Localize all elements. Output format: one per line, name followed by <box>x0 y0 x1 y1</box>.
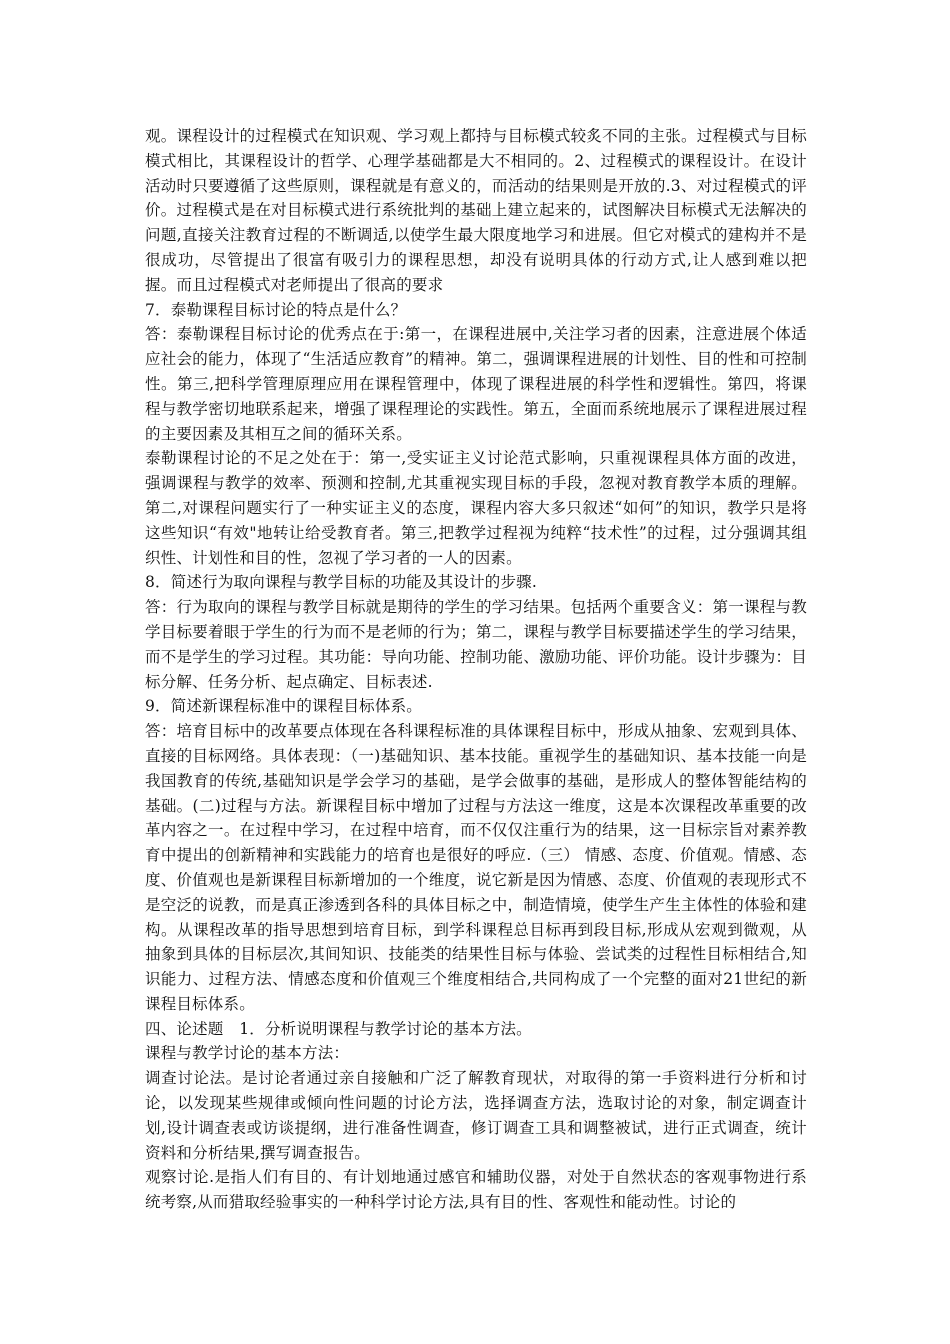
answer-8: 答：行为取向的课程与教学目标就是期待的学生的学习结果。包括两个重要含义：第一课程与教学目标要着眼于学生的行为而不是老师的行为；第二，课程与教学目标要描述学生的学习结果，而不是学生的学习过程。其功能：导向功能、控制功能、激励功能、评价功能。设计步骤为：目标分解、任务分析、起点确定、目标表述. <box>145 598 807 691</box>
section-4-heading: 四、论述题 1．分析说明课程与教学讨论的基本方法。 <box>145 1019 532 1038</box>
answer-9: 答：培育目标中的改革要点体现在各科课程标准的具体课程目标中，形成从抽象、宏观到具体、直接的目标网络。具体表现：（一)基础知识、基本技能。重视学生的基础知识、基本技能一向是我国教育的传统,基础知识是学会学习的基础，是学会做事的基础，是形成人的整体智能结构的基础。(二)过程与方法。新课程目标中增加了过程与方法这一维度，这是本次课程改革重要的改革内容之一。在过程中学习，在过程中培育，而不仅仅注重行为的结果，这一目标宗旨对素养教育中提出的创新精神和实践能力的培育也是很好的呼应.（三） 情感、态度、价值观。情感、态度、价值观也是新课程目标新增加的一个维度，说它新是因为情感、态度、价值观的表现形式不是空泛的说教，而是真正渗透到各科的具体目标之中，制造情境，使学生产生主体性的体验和建构。从课程改革的指导思想到培育目标，到学科课程总目标再到段目标,形成从宏观到微观，从抽象到具体的目标层次,其间知识、技能类的结果性目标与体验、尝试类的过程性目标相结合,知识能力、过程方法、情感态度和价值观三个维度相结合,共同构成了一个完整的面对21世纪的新课程目标体系。 <box>145 722 807 1013</box>
document-page <box>145 124 807 1215</box>
observation-method: 观察讨论.是指人们有目的、有计划地通过感官和辅助仪器，对处于自然状态的客观事物进行系统考察,从而猎取经验事实的一种科学讨论方法,具有目的性、客观性和能动性。讨论的 <box>145 1168 807 1212</box>
answer-7-strengths: 答：泰勒课程目标讨论的优秀点在于:第一，在课程进展中,关注学习者的因素，注意进展个体适应社会的能力，体现了“生活适应教育”的精神。第二，强调课程进展的计划性、目的性和可控制性。第三,把科学管理原理应用在课程管理中，体现了课程进展的科学性和逻辑性。第四，将课程与教学密切地联系起来，增强了课程理论的实践性。第五，全面而系统地展示了课程进展过程的主要因素及其相互之间的循环关系。 <box>145 325 807 443</box>
methods-heading: 课程与教学讨论的基本方法： <box>145 1044 350 1063</box>
question-8: 8．简述行为取向课程与教学目标的功能及其设计的步骤. <box>145 573 537 592</box>
paragraph-process-model: 观。课程设计的过程模式在知识观、学习观上都持与目标模式较炙不同的主张。过程模式与目标模式相比，其课程设计的哲学、心理学基础都是大不相同的。2、过程模式的课程设计。在设计活动时只要遵循了这些原则，课程就是有意义的，而活动的结果则是开放的.3、对过程模式的评价。过程模式是在对目标模式进行系统批判的基础上建立起来的，试图解决目标模式无法解决的问题,直接关注教育过程的不断调适,以使学生最大限度地学习和进展。但它对模式的建构并不是很成功，尽管提出了很富有吸引力的课程思想，却没有说明具体的行动方式,让人感到难以把握。而且过程模式对老师提出了很高的要求 <box>145 127 807 294</box>
survey-method: 调查讨论法。是讨论者通过亲自接触和广泛了解教育现状，对取得的第一手资料进行分析和讨论，以发现某些规律或倾向性问题的讨论方法，选择调查方法，选取讨论的对象，制定调查计划,设计调查表或访谈提纲，进行准备性调查，修订调查工具和调整被试，进行正式调查，统计资料和分析结果,撰写调查报告。 <box>145 1069 807 1162</box>
question-7: 7．泰勒课程目标讨论的特点是什么？ <box>145 300 407 319</box>
answer-7-weaknesses: 泰勒课程讨论的不足之处在于：第一,受实证主义讨论范式影响，只重视课程具体方面的改进，强调课程与教学的效率、预测和控制,尤其重视实现目标的手段，忽视对教育教学本质的理解。第二,对课程问题实行了一种实证主义的态度，课程内容大多只叙述“如何”的知识，教学只是将这些知识“有效"地转让给受教育者。第三,把教学过程视为纯粹“技术性”的过程，过分强调其组织性、计划性和目的性，忽视了学习者的一人的因素。 <box>145 449 807 567</box>
question-9: 9．简述新课程标准中的课程目标体系。 <box>145 697 422 716</box>
